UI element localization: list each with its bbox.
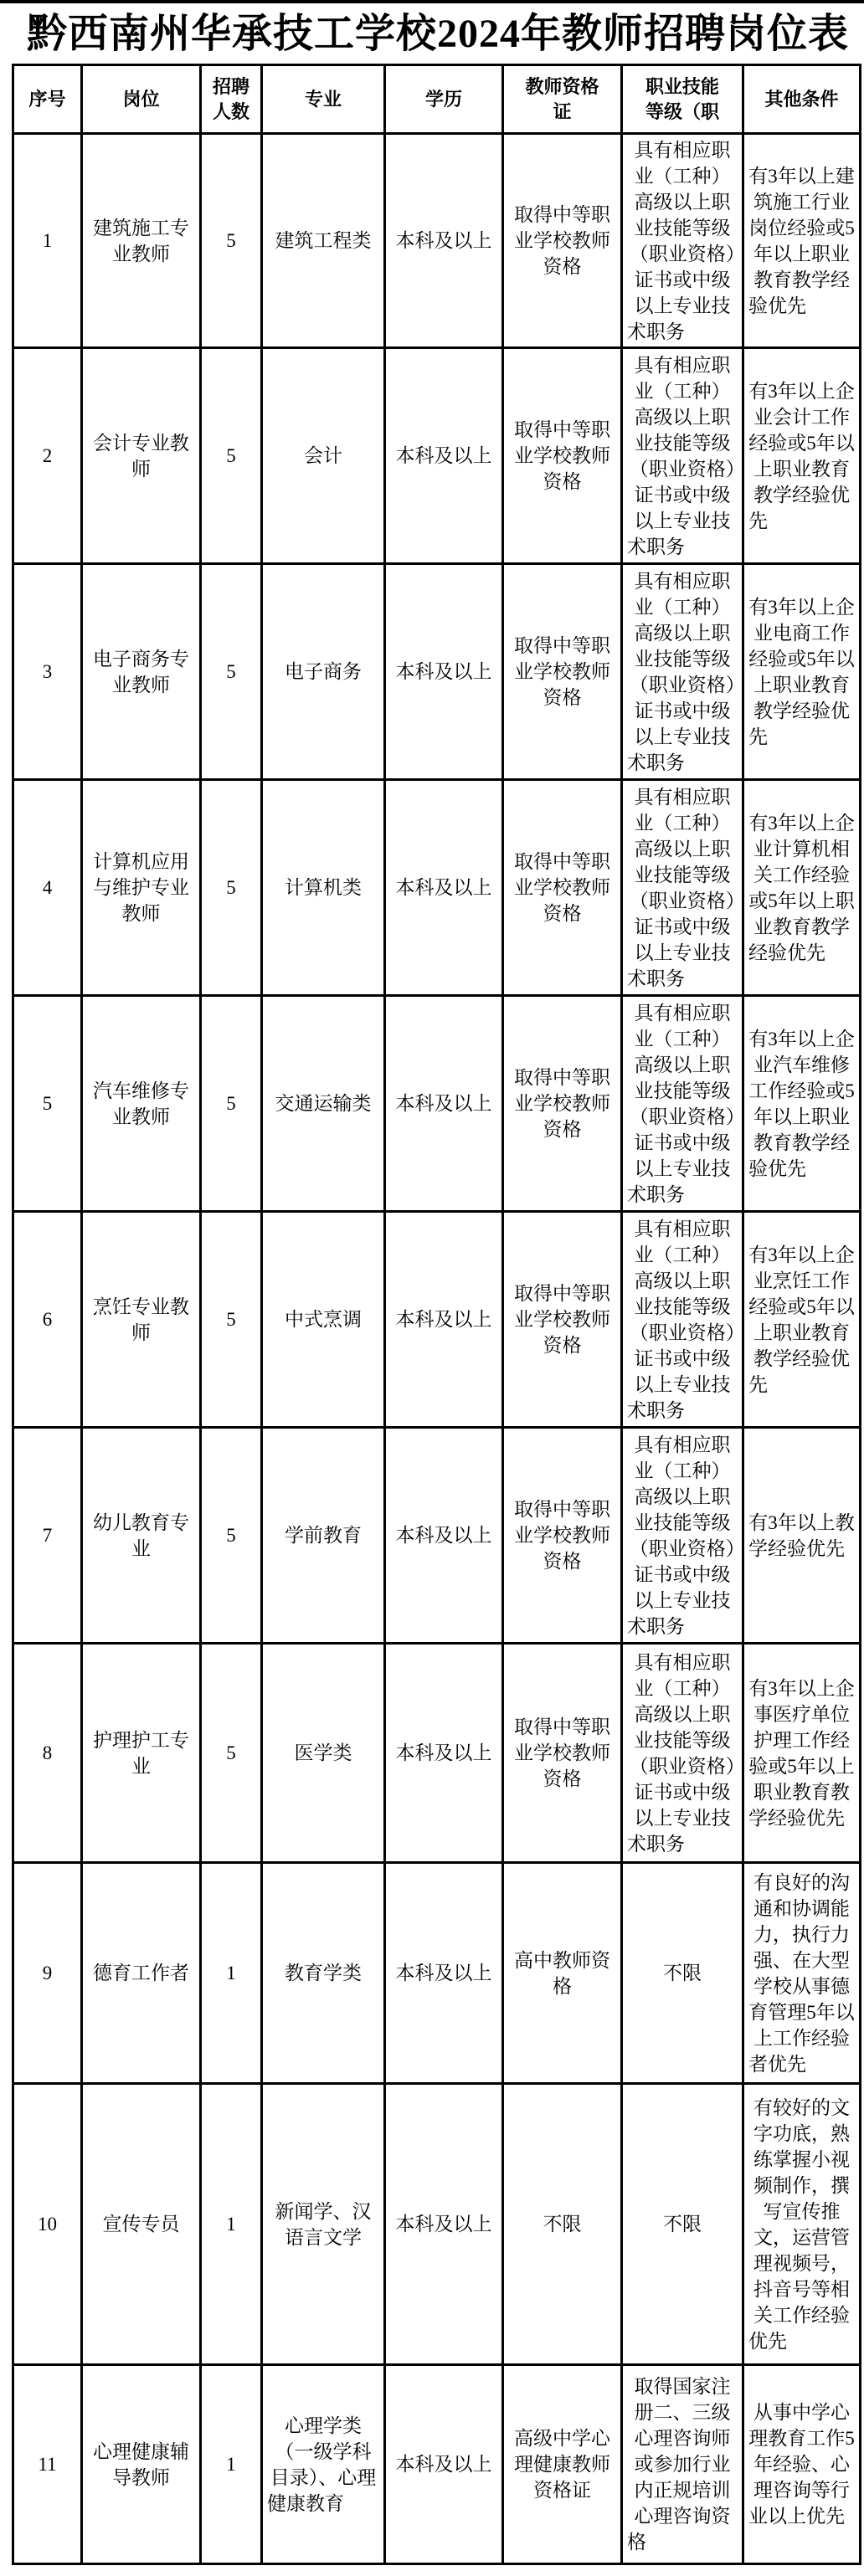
table-row xyxy=(13,134,861,348)
cell-seq: 6 xyxy=(13,1212,82,1428)
col-header-seq: 序号 xyxy=(13,65,82,134)
cell-major: 会计 xyxy=(262,348,385,564)
cell-cert: 高中教师资格 xyxy=(503,1863,622,2084)
cell-count: 1 xyxy=(201,1863,262,2084)
cell-education: 本科及以上 xyxy=(385,348,503,564)
cell-position: 电子商务专业教师 xyxy=(82,564,201,780)
cell-cert: 取得中等职业学校教师资格 xyxy=(503,1644,622,1863)
cell-skill: 具有相应职业（工种）高级以上职业技能等级（职业资格）证书或中级以上专业技术职务 xyxy=(622,1212,743,1428)
cell-major: 医学类 xyxy=(262,1644,385,1863)
cell-other: 从事中学心理教育工作5年经验、心理咨询等行业以上优先 xyxy=(743,2365,861,2564)
col-header-cert: 教师资格证 xyxy=(503,65,622,134)
cell-other: 有3年以上企业电商工作经验或5年以上职业教育教学经验优先 xyxy=(743,564,861,780)
cell-cert: 取得中等职业学校教师资格 xyxy=(503,996,622,1212)
cell-education: 本科及以上 xyxy=(385,780,503,996)
cell-skill: 具有相应职业（工种）高级以上职业技能等级（职业资格）证书或中级以上专业技术职务 xyxy=(622,1644,743,1863)
table-row xyxy=(13,780,861,996)
cell-skill: 具有相应职业（工种）高级以上职业技能等级（职业资格）证书或中级以上专业技术职务 xyxy=(622,564,743,780)
cell-count: 5 xyxy=(201,348,262,564)
cell-cert: 取得中等职业学校教师资格 xyxy=(503,780,622,996)
table-row xyxy=(13,1428,861,1644)
cell-position: 护理护工专业 xyxy=(82,1644,201,1863)
table-row xyxy=(13,564,861,780)
table-row xyxy=(13,996,861,1212)
col-header-skill: 职业技能等级（职 xyxy=(622,65,743,134)
cell-seq: 3 xyxy=(13,564,82,780)
cell-education: 本科及以上 xyxy=(385,2084,503,2365)
cell-count: 1 xyxy=(201,2084,262,2365)
cell-cert: 取得中等职业学校教师资格 xyxy=(503,348,622,564)
cell-count: 5 xyxy=(201,780,262,996)
cell-cert: 高级中学心理健康教师资格证 xyxy=(503,2365,622,2564)
cell-count: 5 xyxy=(201,564,262,780)
cell-position: 计算机应用与维护专业教师 xyxy=(82,780,201,996)
cell-education: 本科及以上 xyxy=(385,1428,503,1644)
cell-skill: 具有相应职业（工种）高级以上职业技能等级（职业资格）证书或中级以上专业技术职务 xyxy=(622,780,743,996)
cell-seq: 9 xyxy=(13,1863,82,2084)
cell-other: 有3年以上企业会计工作经验或5年以上职业教育教学经验优先 xyxy=(743,348,861,564)
cell-major: 交通运输类 xyxy=(262,996,385,1212)
cell-count: 5 xyxy=(201,1428,262,1644)
col-header-count: 招聘人数 xyxy=(201,65,262,134)
cell-major: 教育学类 xyxy=(262,1863,385,2084)
cell-education: 本科及以上 xyxy=(385,1644,503,1863)
cell-skill: 不限 xyxy=(622,1863,743,2084)
cell-seq: 1 xyxy=(13,134,82,348)
recruitment-table xyxy=(12,64,861,2565)
cell-major: 电子商务 xyxy=(262,564,385,780)
page-title: 黔西南州华承技工学校2024年教师招聘岗位表 xyxy=(27,12,850,56)
cell-education: 本科及以上 xyxy=(385,564,503,780)
cell-other: 有3年以上教学经验优先 xyxy=(743,1428,861,1644)
table-row xyxy=(13,1863,861,2084)
cell-education: 本科及以上 xyxy=(385,996,503,1212)
cell-other: 有3年以上建筑施工行业岗位经验或5年以上职业教育教学经验优先 xyxy=(743,134,861,348)
cell-major: 建筑工程类 xyxy=(262,134,385,348)
cell-cert: 取得中等职业学校教师资格 xyxy=(503,134,622,348)
table-row xyxy=(13,1644,861,1863)
cell-count: 1 xyxy=(201,2365,262,2564)
cell-major: 计算机类 xyxy=(262,780,385,996)
cell-education: 本科及以上 xyxy=(385,1863,503,2084)
cell-position: 幼儿教育专业 xyxy=(82,1428,201,1644)
cell-skill: 具有相应职业（工种）高级以上职业技能等级（职业资格）证书或中级以上专业技术职务 xyxy=(622,1428,743,1644)
cell-position: 德育工作者 xyxy=(82,1863,201,2084)
cell-other: 有3年以上企业计算机相关工作经验或5年以上职业教育教学经验优先 xyxy=(743,780,861,996)
table-row xyxy=(13,1212,861,1428)
cell-seq: 4 xyxy=(13,780,82,996)
cell-other: 有3年以上企业汽车维修工作经验或5年以上职业教育教学经验优先 xyxy=(743,996,861,1212)
cell-seq: 5 xyxy=(13,996,82,1212)
cell-position: 烹饪专业教师 xyxy=(82,1212,201,1428)
cell-skill: 具有相应职业（工种）高级以上职业技能等级（职业资格）证书或中级以上专业技术职务 xyxy=(622,348,743,564)
cell-major: 学前教育 xyxy=(262,1428,385,1644)
cell-position: 汽车维修专业教师 xyxy=(82,996,201,1212)
col-header-major: 专业 xyxy=(262,65,385,134)
cell-seq: 10 xyxy=(13,2084,82,2365)
cell-position: 建筑施工专业教师 xyxy=(82,134,201,348)
cell-major: 心理学类（一级学科目录）、心理健康教育 xyxy=(262,2365,385,2564)
cell-position: 宣传专员 xyxy=(82,2084,201,2365)
table-row xyxy=(13,348,861,564)
cell-education: 本科及以上 xyxy=(385,1212,503,1428)
cell-education: 本科及以上 xyxy=(385,134,503,348)
cell-skill: 具有相应职业（工种）高级以上职业技能等级（职业资格）证书或中级以上专业技术职务 xyxy=(622,134,743,348)
header-row xyxy=(13,65,861,134)
cell-education: 本科及以上 xyxy=(385,2365,503,2564)
table-row xyxy=(13,2365,861,2564)
cell-seq: 8 xyxy=(13,1644,82,1863)
cell-cert: 取得中等职业学校教师资格 xyxy=(503,1212,622,1428)
cell-seq: 11 xyxy=(13,2365,82,2564)
cell-position: 心理健康辅导教师 xyxy=(82,2365,201,2564)
cell-other: 有3年以上企事医疗单位护理工作经验或5年以上职业教育教学经验优先 xyxy=(743,1644,861,1863)
cell-count: 5 xyxy=(201,1644,262,1863)
cell-skill: 不限 xyxy=(622,2084,743,2365)
cell-other: 有3年以上企业烹饪工作经验或5年以上职业教育教学经验优先 xyxy=(743,1212,861,1428)
cell-seq: 2 xyxy=(13,348,82,564)
cell-major: 新闻学、汉语言文学 xyxy=(262,2084,385,2365)
col-header-other: 其他条件 xyxy=(743,65,861,134)
cell-other: 有较好的文字功底，熟练掌握小视频制作，撰写宣传推文，运营管理视频号，抖音号等相关工作经验优先 xyxy=(743,2084,861,2365)
cell-cert: 取得中等职业学校教师资格 xyxy=(503,564,622,780)
table-row xyxy=(13,2084,861,2365)
cell-count: 5 xyxy=(201,134,262,348)
cell-count: 5 xyxy=(201,996,262,1212)
col-header-position: 岗位 xyxy=(82,65,201,134)
cell-skill: 具有相应职业（工种）高级以上职业技能等级（职业资格）证书或中级以上专业技术职务 xyxy=(622,996,743,1212)
cell-major: 中式烹调 xyxy=(262,1212,385,1428)
cell-skill: 取得国家注册二、三级心理咨询师或参加行业内正规培训心理咨询资格 xyxy=(622,2365,743,2564)
cell-other: 有良好的沟通和协调能力，执行力强、在大型学校从事德育管理5年以上工作经验者优先 xyxy=(743,1863,861,2084)
col-header-education: 学历 xyxy=(385,65,503,134)
cell-cert: 取得中等职业学校教师资格 xyxy=(503,1428,622,1644)
cell-count: 5 xyxy=(201,1212,262,1428)
cell-cert: 不限 xyxy=(503,2084,622,2365)
cell-seq: 7 xyxy=(13,1428,82,1644)
cell-position: 会计专业教师 xyxy=(82,348,201,564)
